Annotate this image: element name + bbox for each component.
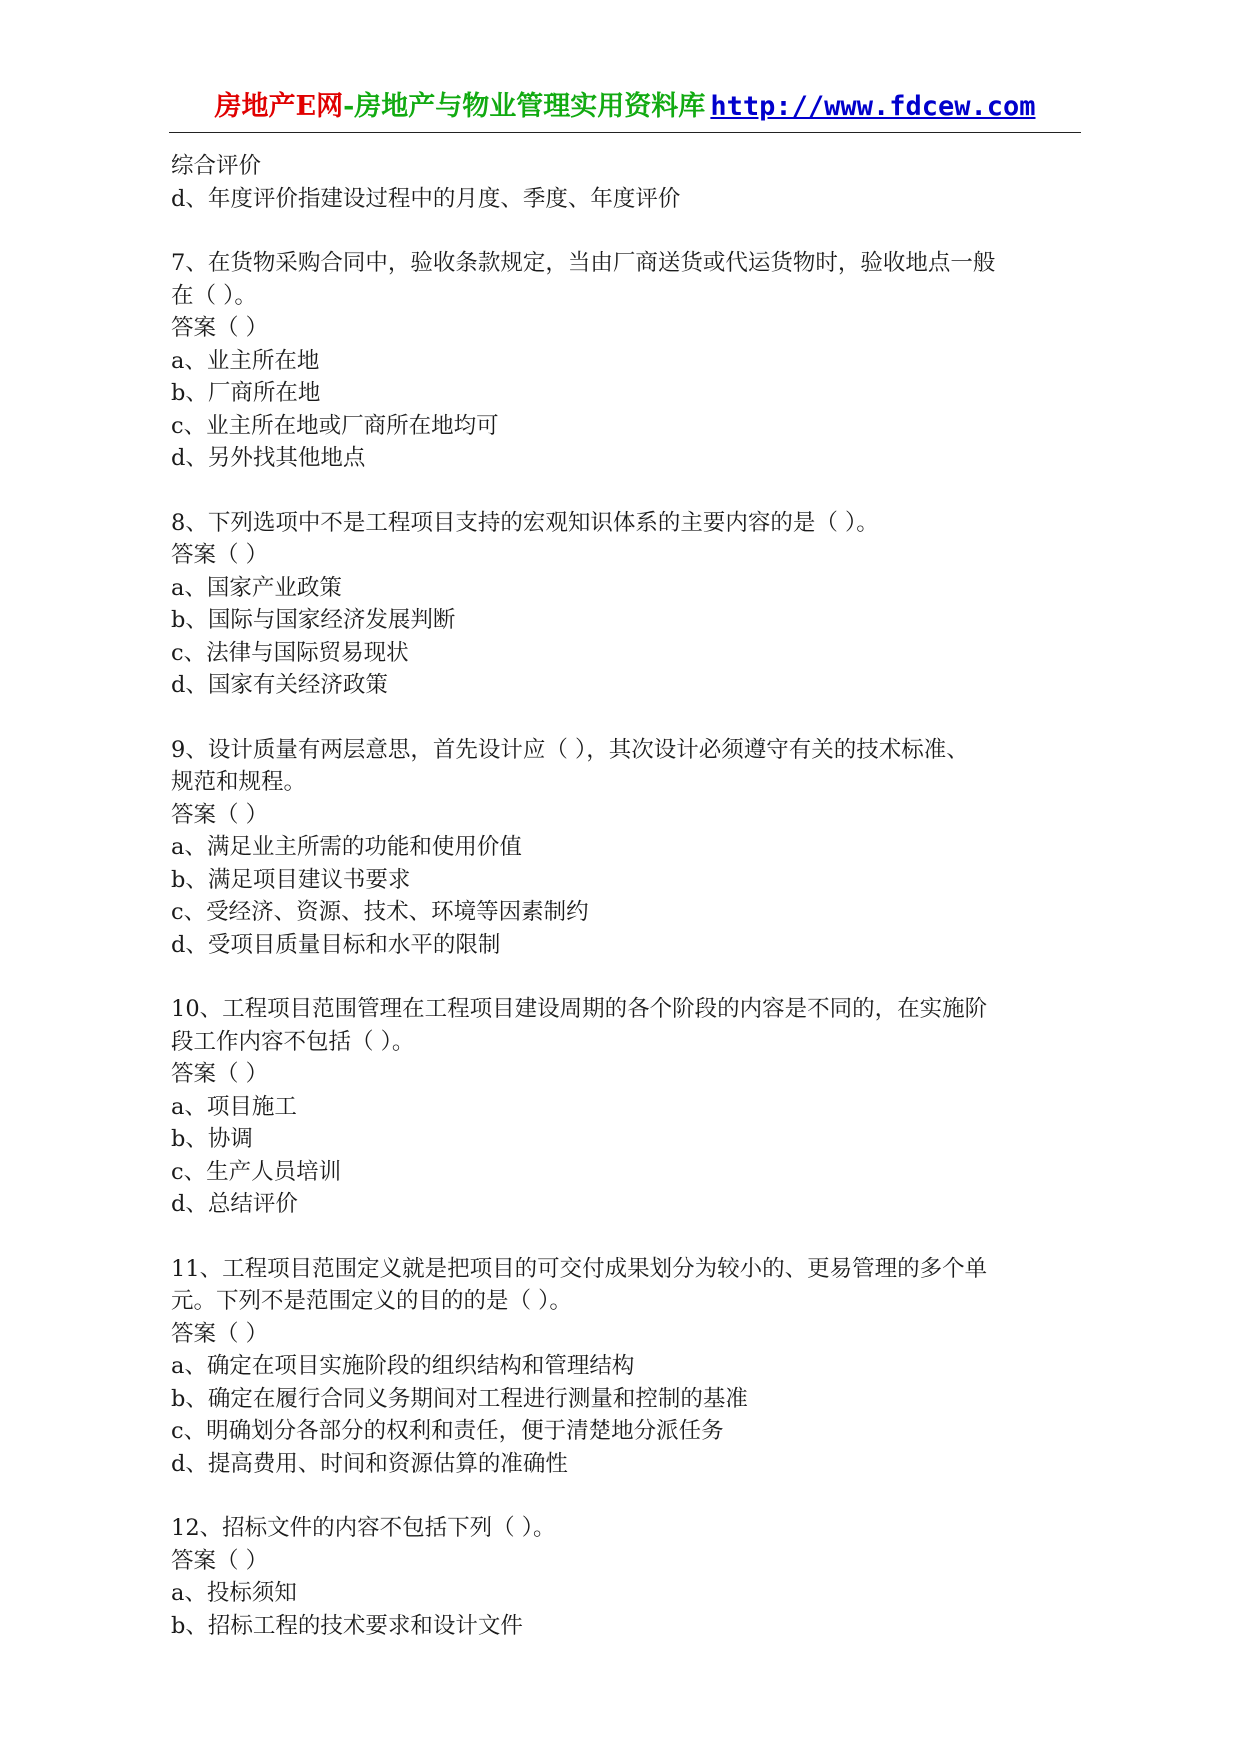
text-line: d、另外找其他地点 [171, 445, 366, 471]
text-line: 规范和规程。 [171, 769, 307, 795]
text-line: 在（ ）。 [171, 282, 257, 309]
text-line: 8、下列选项中不是工程项目支持的宏观知识体系的主要内容的是（ ）。 [171, 509, 879, 536]
site-tagline: -房地产与物业管理实用资料库 [343, 91, 706, 122]
text-line: b、协调 [171, 1126, 253, 1152]
text-line: 综合评价 [171, 153, 262, 179]
text-line: c、生产人员培训 [171, 1158, 342, 1185]
question-block [171, 993, 1081, 1221]
text-line: d、提高费用、时间和资源估算的准确性 [171, 1450, 568, 1477]
site-url-link[interactable]: http://www.fdcew.com [710, 91, 1036, 122]
text-line: b、招标工程的技术要求和设计文件 [171, 1612, 523, 1639]
question-block [171, 247, 1081, 475]
text-line: 10、工程项目范围管理在工程项目建设周期的各个阶段的内容是不同的，在实施阶 [171, 996, 988, 1022]
text-line: 答案（ ） [171, 1320, 269, 1347]
question-block [171, 734, 1081, 962]
text-line: a、满足业主所需的功能和使用价值 [171, 834, 522, 860]
text-line: 答案（ ） [171, 1061, 269, 1087]
text-line: 段工作内容不包括（ ）。 [171, 1028, 415, 1055]
text-line: 答案（ ） [171, 315, 269, 341]
text-line: 元。下列不是范围定义的目的的是（ ）。 [171, 1288, 572, 1314]
text-line: c、法律与国际贸易现状 [171, 639, 409, 666]
site-name: 房地产E网 [214, 91, 344, 122]
page-header [169, 84, 1081, 133]
continued-question [171, 150, 1081, 215]
text-line: 11、工程项目范围定义就是把项目的可交付成果划分为较小的、更易管理的多个单 [171, 1255, 988, 1282]
text-line: c、受经济、资源、技术、环境等因素制约 [171, 899, 589, 925]
text-line: b、厂商所在地 [171, 380, 321, 406]
text-line: a、国家产业政策 [171, 574, 342, 601]
text-line: d、受项目质量目标和水平的限制 [171, 931, 501, 958]
text-line: d、总结评价 [171, 1191, 298, 1217]
question-block [171, 1512, 1081, 1642]
question-block [171, 507, 1081, 702]
text-line: d、国家有关经济政策 [171, 672, 388, 698]
text-line: d、年度评价指建设过程中的月度、季度、年度评价 [171, 185, 681, 212]
question-block [171, 1253, 1081, 1481]
text-line: a、投标须知 [171, 1580, 297, 1606]
text-line: 12、招标文件的内容不包括下列（ ）。 [171, 1515, 556, 1541]
text-line: b、满足项目建议书要求 [171, 866, 411, 893]
text-line: 答案（ ） [171, 1547, 269, 1574]
text-line: 答案（ ） [171, 801, 269, 828]
text-line: b、国际与国家经济发展判断 [171, 607, 456, 633]
text-line: a、项目施工 [171, 1093, 297, 1120]
text-line: 9、设计质量有两层意思，首先设计应（ ），其次设计必须遵守有关的技术标准、 [171, 736, 969, 763]
text-line: 答案（ ） [171, 542, 269, 568]
text-line: 7、在货物采购合同中，验收条款规定，当由厂商送货或代运货物时，验收地点一般 [171, 250, 996, 276]
document-body [171, 150, 1081, 1642]
text-line: b、确定在履行合同义务期间对工程进行测量和控制的基准 [171, 1385, 748, 1412]
text-line: a、确定在项目实施阶段的组织结构和管理结构 [171, 1353, 635, 1379]
text-line: a、业主所在地 [171, 347, 320, 374]
text-line: c、业主所在地或厂商所在地均可 [171, 412, 499, 439]
text-line: c、明确划分各部分的权利和责任，便于清楚地分派任务 [171, 1418, 724, 1444]
